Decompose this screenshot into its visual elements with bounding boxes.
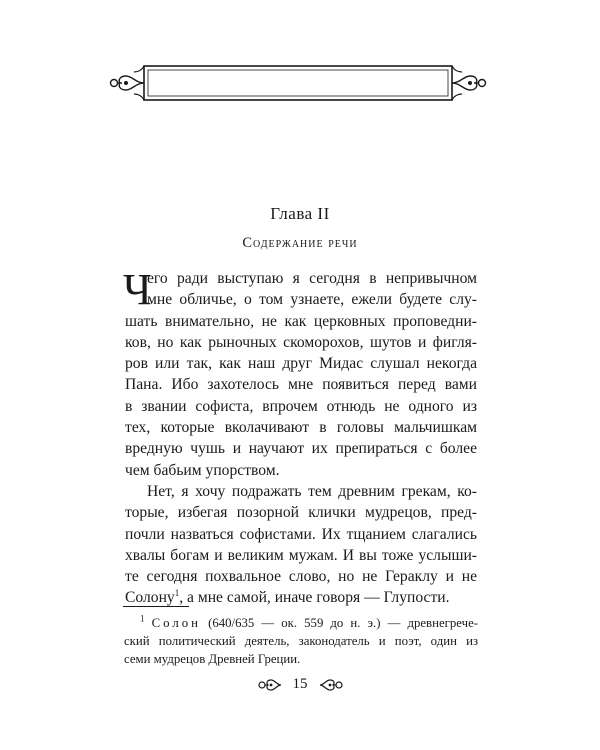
text-line: торые, избегая позорной клички мудрецов, пред-: [125, 504, 477, 522]
text-line: в звании софиста, впрочем отнюдь не одного из: [125, 397, 477, 415]
decorative-header-frame: [108, 62, 488, 104]
footnote-anchor-word: Солону: [125, 589, 175, 607]
footnote-line: ский политический деятель, законодатель и поэт, один из: [124, 634, 478, 648]
text-line: ков, но как рыночных скоморохов, шутов и фигля-: [125, 333, 477, 351]
text-line: почли назваться софистами. Их тщанием слагались: [125, 525, 477, 543]
footnote-line: [124, 614, 478, 632]
paragraph-2: [125, 481, 477, 609]
text-line: те сегодня похвальное слово, но не Гераклу и не: [125, 568, 477, 586]
text-line-rest: , а мне самой, иначе говоря — Глупости.: [179, 589, 450, 607]
footnote-term: Солон: [151, 616, 201, 630]
chapter-title: Содержание речи: [242, 235, 358, 251]
footnote-text: (640/635 — ок. 559 до н. э.) — древнегрече-: [201, 616, 479, 630]
page-number: 15: [292, 676, 308, 692]
text-line: ров или так, как наш друг Мидас слушал некогда: [125, 355, 477, 373]
paragraph-1: [123, 265, 477, 481]
footnote-divider: [123, 606, 189, 607]
fleuron-left-icon: [257, 678, 283, 692]
text-line: хвалы богам и великим мужам. И вы тоже услыши-: [125, 546, 477, 564]
fleuron-right-icon: [318, 678, 344, 692]
text-line: шать внимательно, не как церковных проповедни-: [125, 312, 477, 330]
text-line: чем бабьим упорством.: [125, 461, 280, 479]
footnote-reference[interactable]: 1: [174, 588, 180, 599]
text-line: тех, которые вколачивают в головы мальчишкам: [125, 419, 477, 437]
drop-cap: Ч: [123, 265, 152, 314]
text-line: Нет, я хочу подражать тем древним грекам, ко-: [147, 482, 477, 500]
text-line: мне обличье, о том узнаете, ежели будете слу-: [147, 291, 477, 309]
chapter-label: Глава II: [270, 204, 330, 223]
footnote: [124, 614, 478, 668]
footnote-marker: 1: [140, 613, 145, 624]
footnote-line: семи мудрецов Древней Греции.: [124, 652, 301, 666]
text-line: вредную чушь и научают их препираться с более: [125, 440, 477, 458]
body-text: [123, 265, 477, 609]
text-line: Пана. Ибо захотелось мне появиться перед вами: [125, 376, 477, 394]
page-footer: [0, 676, 600, 693]
text-line: его ради выступаю я сегодня в непривычном: [147, 270, 477, 287]
